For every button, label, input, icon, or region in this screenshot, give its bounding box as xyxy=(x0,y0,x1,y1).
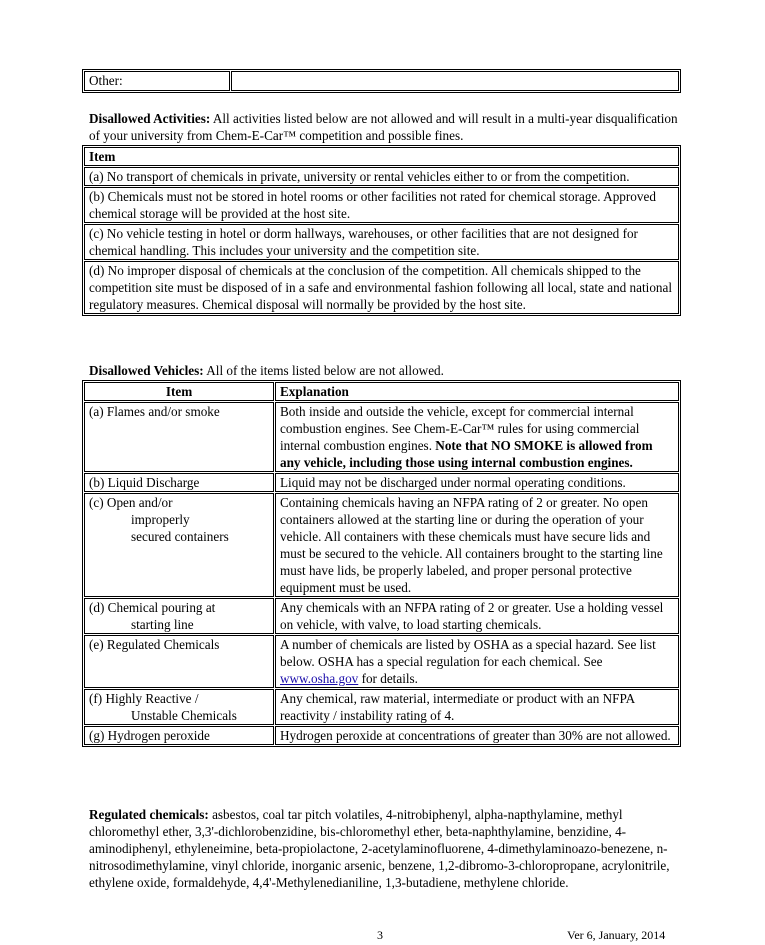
vehicle-item xyxy=(84,598,274,634)
vehicle-item xyxy=(84,635,274,688)
disallowed-activities-table xyxy=(82,145,681,316)
vehicle-item xyxy=(84,473,274,492)
vehicle-item-text: improperly xyxy=(131,512,190,527)
regulated-chemicals-text: asbestos, coal tar pitch volatiles, 4-nitrobiphenyl, alpha-napthylamine, methyl chloromethyl ether, 3,3'-dichlorobenzidine, bis-chloromethyl ether, beta-naphthylamine, benzidine, 4-aminodiphenyl, ethyleneimine, beta-propiolactone, 2-acetylaminofluorene, 4-dimethylaminoazo-benezene, n-nitrosodimethylamine, vinyl chloride, inorganic arsenic, benzene, 1,2-dibromo-3-chloropropane, acrylonitrile, ethylene oxide, formaldehyde, 4,4'-Methylenedianiline, 1,3-butadiene, methylene chloride. xyxy=(89,807,670,890)
activity-row: (b) Chemicals must not be stored in hotel rooms or other facilities not rated for chemical storage. Approved chemical storage will be provided at the host site. xyxy=(84,187,679,223)
disallowed-activities-intro xyxy=(89,110,679,144)
vehicle-item-text: (g) Hydrogen peroxide xyxy=(89,728,210,743)
vehicle-item-text: (c) Open and/or xyxy=(89,495,173,510)
vehicle-row xyxy=(84,402,679,472)
vehicle-item xyxy=(84,726,274,745)
vehicle-explanation-text: for details. xyxy=(361,671,418,686)
vehicle-explanation: Any chemicals with an NFPA rating of 2 or greater. Use a holding vessel on vehicle, with valve, to load starting chemicals. xyxy=(275,598,679,634)
disallowed-vehicles-text: All of the items listed below are not allowed. xyxy=(206,363,444,378)
vehicle-item-text: (b) Liquid Discharge xyxy=(89,475,200,490)
disallowed-vehicles-heading: Disallowed Vehicles: xyxy=(89,363,204,378)
activity-row: (d) No improper disposal of chemicals at the conclusion of the competition. All chemicals shipped to the competition site must be disposed of in a safe and environmental fashion following all local, state and national regulatory measures. Chemical disposal will normally be provided by the host site. xyxy=(84,261,679,314)
vehicle-explanation: Containing chemicals having an NFPA rating of 2 or greater. No open containers allowed at the starting line or during the operation of your vehicle. All containers with these chemicals must have secure lids and must be secured to the vehicle. All containers brought to the starting line must have lids, be properly labeled, and proper personal protective equipment must be used. xyxy=(275,493,679,597)
vehicle-row xyxy=(84,493,679,597)
vehicle-explanation xyxy=(275,402,679,472)
disallowed-vehicles-intro xyxy=(89,362,679,379)
vehicle-item-text: starting line xyxy=(131,617,194,632)
vehicle-item-text: (a) Flames and/or smoke xyxy=(89,404,220,419)
vehicle-row xyxy=(84,473,679,492)
vehicle-item-text: (e) Regulated Chemicals xyxy=(89,637,220,652)
activity-row: (c) No vehicle testing in hotel or dorm hallways, warehouses, or other facilities that are not designed for chemical handling. This includes your university and the competition site. xyxy=(84,224,679,260)
regulated-chemicals-paragraph xyxy=(89,806,689,891)
vehicle-explanation-text: A number of chemicals are listed by OSHA as a special hazard. See list below. OSHA has a special regulation for each chemical. See xyxy=(280,637,656,669)
activity-row: (a) No transport of chemicals in private, university or rental vehicles either to or from the competition. xyxy=(84,167,679,186)
vehicle-row xyxy=(84,689,679,725)
vehicle-item xyxy=(84,402,274,472)
vehicle-row xyxy=(84,635,679,688)
vehicle-explanation: Liquid may not be discharged under normal operating conditions. xyxy=(275,473,679,492)
vehicles-header-explanation: Explanation xyxy=(275,382,679,401)
page-number: 3 xyxy=(377,928,383,942)
vehicle-item-text: (d) Chemical pouring at xyxy=(89,600,216,615)
regulated-chemicals-heading: Regulated chemicals: xyxy=(89,807,209,822)
vehicle-explanation: Any chemical, raw material, intermediate or product with an NFPA reactivity / instability rating of 4. xyxy=(275,689,679,725)
vehicle-row xyxy=(84,598,679,634)
vehicles-header-item: Item xyxy=(84,382,274,401)
other-value-cell xyxy=(231,71,679,91)
vehicle-item-text: secured containers xyxy=(131,529,229,544)
disallowed-vehicles-table xyxy=(82,380,681,747)
vehicle-explanation xyxy=(275,635,679,688)
other-table xyxy=(82,69,681,93)
version-label: Ver 6, January, 2014 xyxy=(567,928,666,942)
other-label: Other: xyxy=(84,71,230,91)
vehicle-explanation-bold: Note that NO SMOKE is allowed from any vehicle, including those using internal combustion engines. xyxy=(280,438,653,470)
vehicle-explanation: Hydrogen peroxide at concentrations of greater than 30% are not allowed. xyxy=(275,726,679,745)
vehicle-item xyxy=(84,493,274,597)
vehicle-row xyxy=(84,726,679,745)
vehicle-item-text: (f) Highly Reactive / xyxy=(89,691,199,706)
activities-header-item: Item xyxy=(84,147,679,166)
vehicle-item xyxy=(84,689,274,725)
disallowed-activities-text: All activities listed below are not allowed and will result in a multi-year disqualification of your university from Chem-E-Car™ competition and possible fines. xyxy=(89,111,678,143)
vehicle-explanation-text: Both inside and outside the vehicle, except for commercial internal combustion engines. See Chem-E-Car™ rules for using commercial internal combustion engines. xyxy=(280,404,640,453)
disallowed-activities-heading: Disallowed Activities: xyxy=(89,111,211,126)
vehicle-item-text: Unstable Chemicals xyxy=(131,708,237,723)
osha-link[interactable]: www.osha.gov xyxy=(280,671,359,686)
